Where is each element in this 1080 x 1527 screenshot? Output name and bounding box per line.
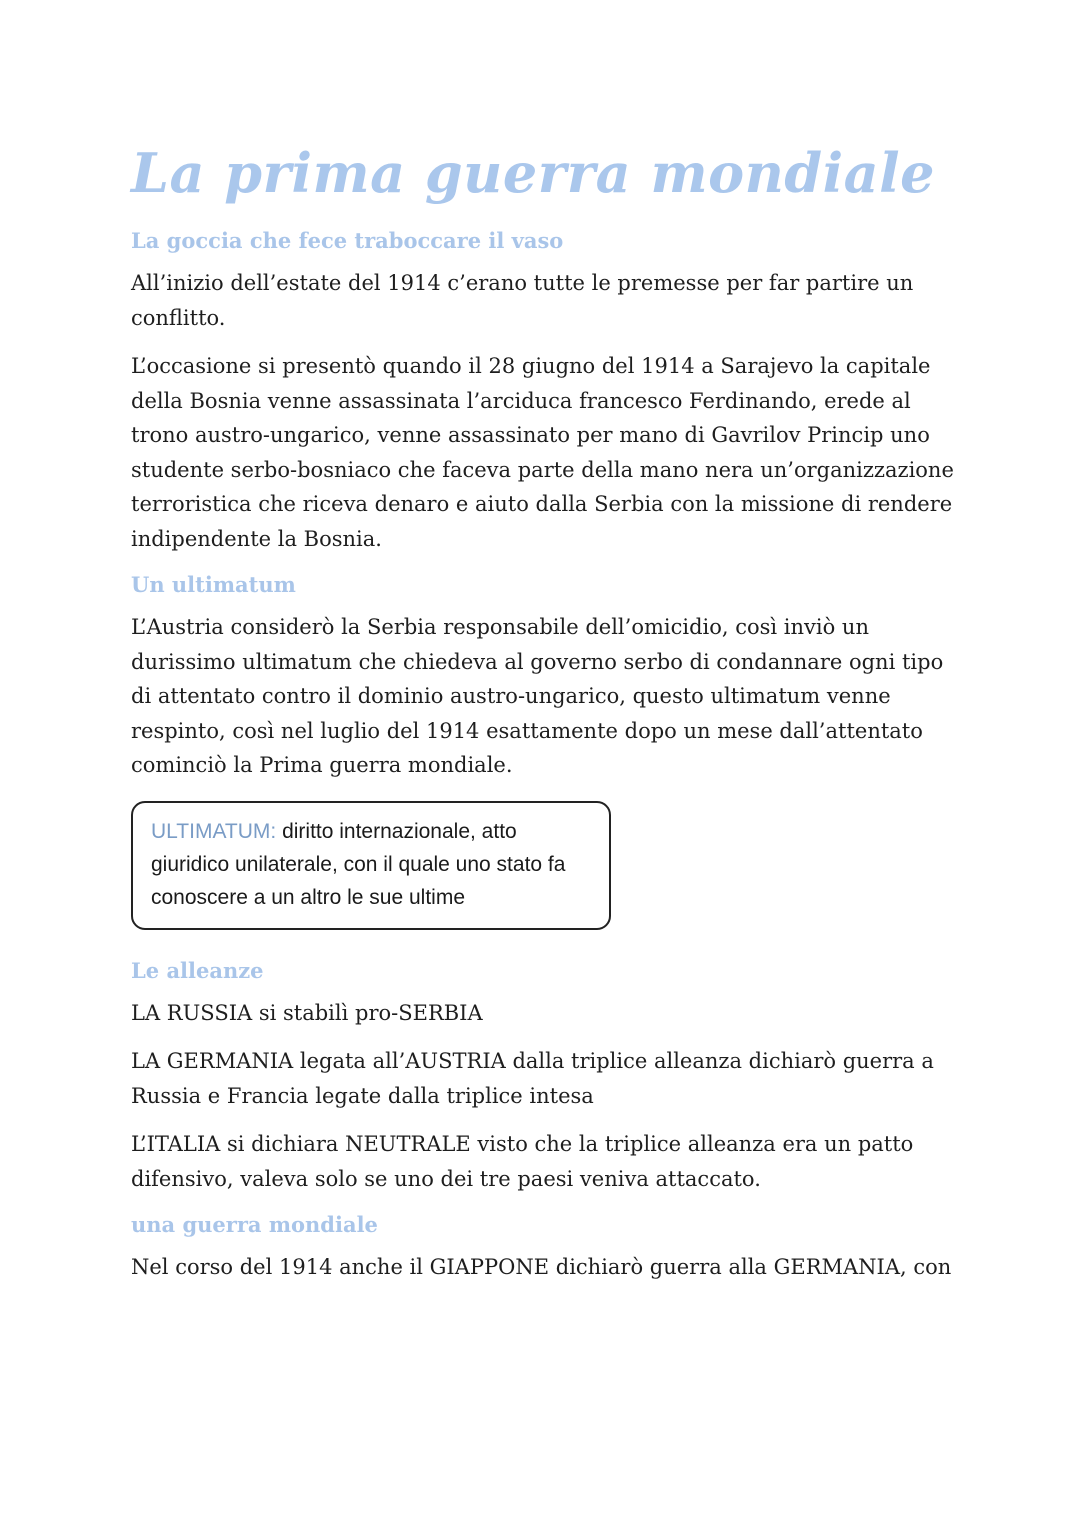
paragraph: Nel corso del 1914 anche il GIAPPONE dichiarò guerra alla GERMANIA, con — [131, 1255, 952, 1279]
section-heading: Un ultimatum — [131, 572, 296, 597]
section-goccia — [131, 226, 961, 556]
paragraph: LA GERMANIA legata all’AUSTRIA dalla triplice alleanza dichiarò guerra a Russia e Francia legate dalla triplice intesa — [131, 1049, 934, 1108]
definition-text: diritto internazionale, atto giuridico unilaterale, con il quale uno stato fa conoscere a un altro le sue ultime — [151, 819, 566, 909]
paragraph: All’inizio dell’estate del 1914 c’erano tutte le premesse per far partire un conflitto. — [131, 271, 914, 330]
section-guerra-mondiale — [131, 1210, 961, 1285]
section-alleanze — [131, 956, 961, 1197]
section-heading: Le alleanze — [131, 957, 264, 983]
paragraph: L’Austria considerò la Serbia responsabile dell’omicidio, così inviò un durissimo ultimatum che chiedeva al governo serbo di condannare ogni tipo di attentato contro il dominio austro-ungarico, questo ultimatum venne respinto, così nel luglio del 1914 esattamente dopo un mese dall’attentato cominciò la Prima guerra mondiale. — [131, 615, 944, 777]
section-heading: una guerra mondiale — [131, 1212, 378, 1237]
section-heading: La goccia che fece traboccare il vaso — [131, 228, 564, 253]
paragraph: LA RUSSIA si stabilì pro-SERBIA — [131, 1000, 483, 1025]
definition-term: ULTIMATUM: — [151, 819, 277, 843]
page-title: La prima guerra mondiale — [131, 141, 936, 205]
definition-box — [131, 801, 611, 930]
paragraph: L’occasione si presentò quando il 28 giugno del 1914 a Sarajevo la capitale della Bosnia venne assassinata l’arciduca francesco Ferdinando, erede al trono austro-ungarico, venne assassinato per mano di Gavrilov Princip uno studente serbo-bosniaco che faceva parte della mano nera un’organizzazione terroristica che riceva denaro e aiuto dalla Serbia con la missione di rendere indipendente la Bosnia. — [131, 354, 954, 551]
document-page — [131, 138, 961, 1299]
section-ultimatum — [131, 570, 961, 930]
paragraph: L’ITALIA si dichiara NEUTRALE visto che la triplice alleanza era un patto difensivo, valeva solo se uno dei tre paesi veniva attaccato. — [131, 1132, 914, 1191]
